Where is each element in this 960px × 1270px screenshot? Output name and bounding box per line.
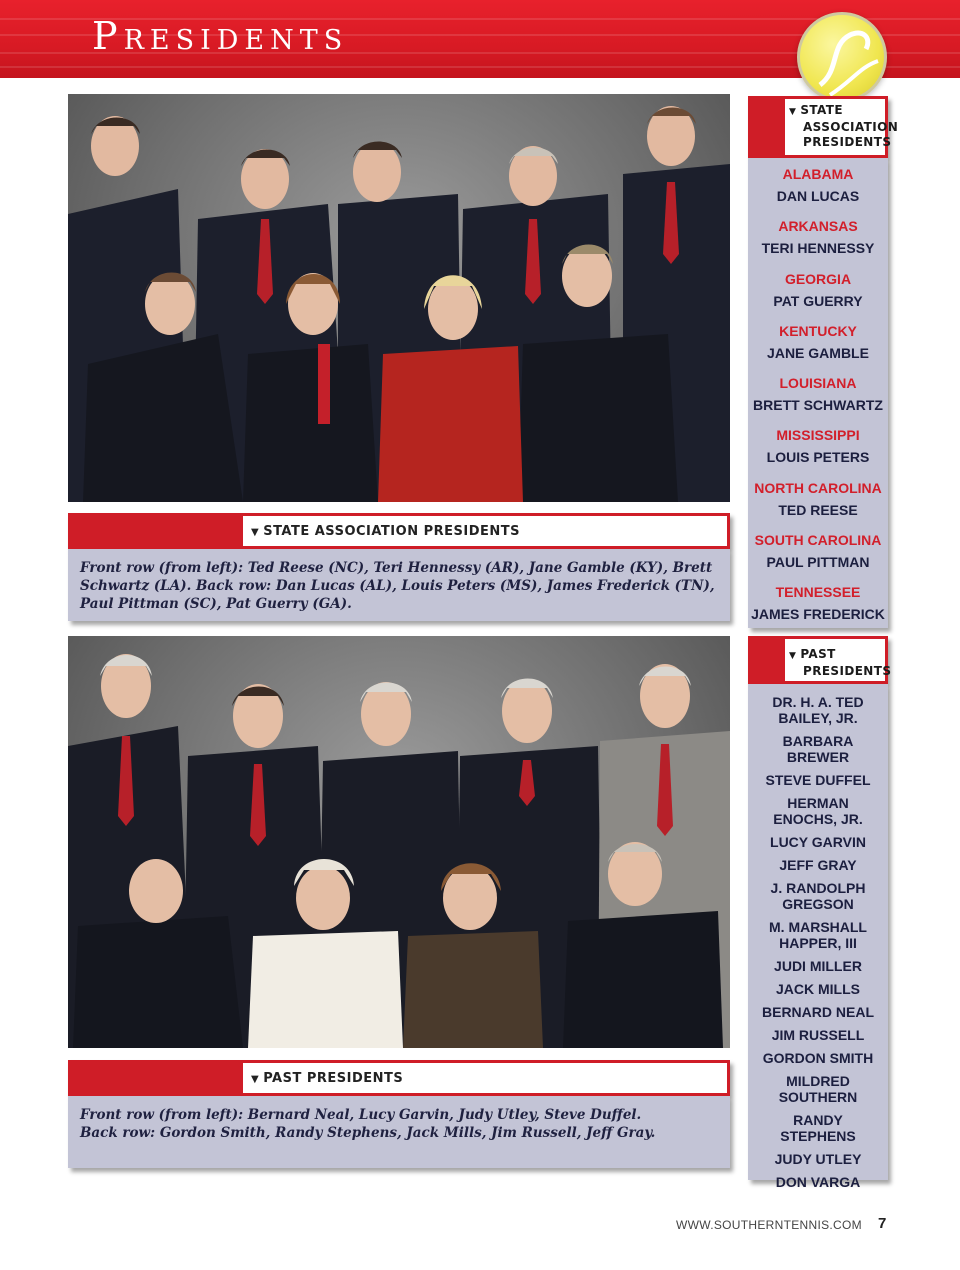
president-name: PAT GUERRY	[773, 292, 863, 309]
president-name: JANE GAMBLE	[767, 344, 869, 361]
heading-line-1: STATE	[800, 103, 843, 117]
state-presidents-list	[748, 158, 888, 635]
heading-line-2: ASSOCIATION	[803, 120, 899, 134]
list-item: GORDON SMITH	[762, 1050, 874, 1066]
past-presidents-list-box	[748, 684, 888, 1190]
president-name: TED REESE	[778, 501, 858, 518]
president-name: LOUIS PETERS	[766, 449, 870, 466]
list-item: M. MARSHALL HAPPER, III	[769, 919, 867, 951]
list-item: DR. H. A. TED BAILEY, JR.	[772, 694, 864, 726]
list-item: JIM RUSSELL	[771, 1027, 865, 1043]
past-presidents-caption-bar	[68, 1060, 730, 1096]
page-title: Presidents	[92, 14, 349, 58]
state-presidents-list-box	[748, 158, 888, 628]
state-name: ARKANSAS	[778, 218, 858, 235]
list-item	[748, 216, 888, 268]
section-label: PAST PRESIDENTS	[263, 1071, 404, 1086]
heading-line-1: PAST	[800, 647, 836, 661]
list-item	[748, 373, 888, 425]
list-item	[748, 582, 888, 634]
state-name: KENTUCKY	[779, 322, 857, 339]
state-presidents-caption	[68, 549, 730, 621]
page-number: 7	[878, 1215, 887, 1232]
list-item: STEVE DUFFEL	[765, 772, 871, 788]
triangle-down-icon: ▼	[251, 527, 260, 538]
list-item: DON VARGA	[775, 1174, 861, 1190]
past-presidents-list	[748, 684, 888, 1190]
list-item: J. RANDOLPH GREGSON	[770, 880, 866, 912]
caption-text: Front row (from left): Ted Reese (NC), Teri Hennessy (AR), Jane Gamble (KY), Brett Schwartz (LA). Back row: Dan Lucas (AL), Louis Peters (MS), James Frederick (TN), Paul Pittman (SC), Pat Guerry (GA).	[80, 560, 715, 612]
list-item: JEFF GRAY	[779, 857, 857, 873]
state-presidents-photo	[68, 94, 730, 502]
list-item	[748, 321, 888, 373]
list-item: RANDY STEPHENS	[780, 1112, 856, 1144]
state-name: TENNESSEE	[775, 584, 861, 601]
state-name: GEORGIA	[784, 270, 852, 287]
president-name: PAUL PITTMAN	[766, 554, 870, 571]
past-presidents-photo	[68, 636, 730, 1048]
state-name: NORTH CAROLINA	[754, 479, 882, 496]
state-name: SOUTH CAROLINA	[754, 532, 882, 549]
list-item	[748, 425, 888, 477]
list-item: JACK MILLS	[776, 981, 860, 997]
past-presidents-caption	[68, 1096, 730, 1168]
state-name: LOUISIANA	[779, 375, 857, 392]
heading-line-2: PRESIDENTS	[803, 664, 892, 678]
past-presidents-heading	[748, 636, 892, 684]
triangle-down-icon: ▼	[251, 1074, 260, 1085]
list-item: BERNARD NEAL	[762, 1004, 874, 1020]
list-item	[748, 269, 888, 321]
list-item: MILDRED SOUTHERN	[778, 1073, 858, 1105]
caption-line-2: Back row: Gordon Smith, Randy Stephens, Jack Mills, Jim Russell, Jeff Gray.	[80, 1125, 656, 1141]
list-item: BARBARA BREWER	[782, 733, 854, 765]
president-name: JAMES FREDERICK	[751, 606, 885, 623]
state-presidents-heading	[748, 96, 899, 158]
triangle-down-icon: ▼	[789, 651, 797, 661]
president-name: BRETT SCHWARTZ	[753, 397, 883, 414]
section-label: STATE ASSOCIATION PRESIDENTS	[263, 524, 520, 539]
list-item	[748, 478, 888, 530]
president-name: DAN LUCAS	[776, 188, 860, 204]
tennis-ball-logo	[797, 12, 887, 102]
website-url: WWW.SOUTHERNTENNIS.COM	[676, 1218, 862, 1232]
list-item	[748, 164, 888, 216]
state-name: ALABAMA	[782, 166, 854, 182]
list-item: LUCY GARVIN	[770, 834, 866, 850]
list-item: JUDY UTLEY	[774, 1151, 862, 1167]
list-item	[748, 530, 888, 582]
list-item: HERMAN ENOCHS, JR.	[773, 795, 863, 827]
president-name: TERI HENNESSY	[761, 240, 875, 257]
state-name: MISSISSIPPI	[776, 427, 860, 444]
state-presidents-caption-bar	[68, 513, 730, 549]
triangle-down-icon: ▼	[789, 107, 797, 117]
list-item: JUDI MILLER	[774, 958, 862, 974]
heading-line-3: PRESIDENTS	[803, 135, 892, 149]
caption-line-1: Front row (from left): Bernard Neal, Lucy Garvin, Judy Utley, Steve Duffel.	[80, 1107, 642, 1123]
